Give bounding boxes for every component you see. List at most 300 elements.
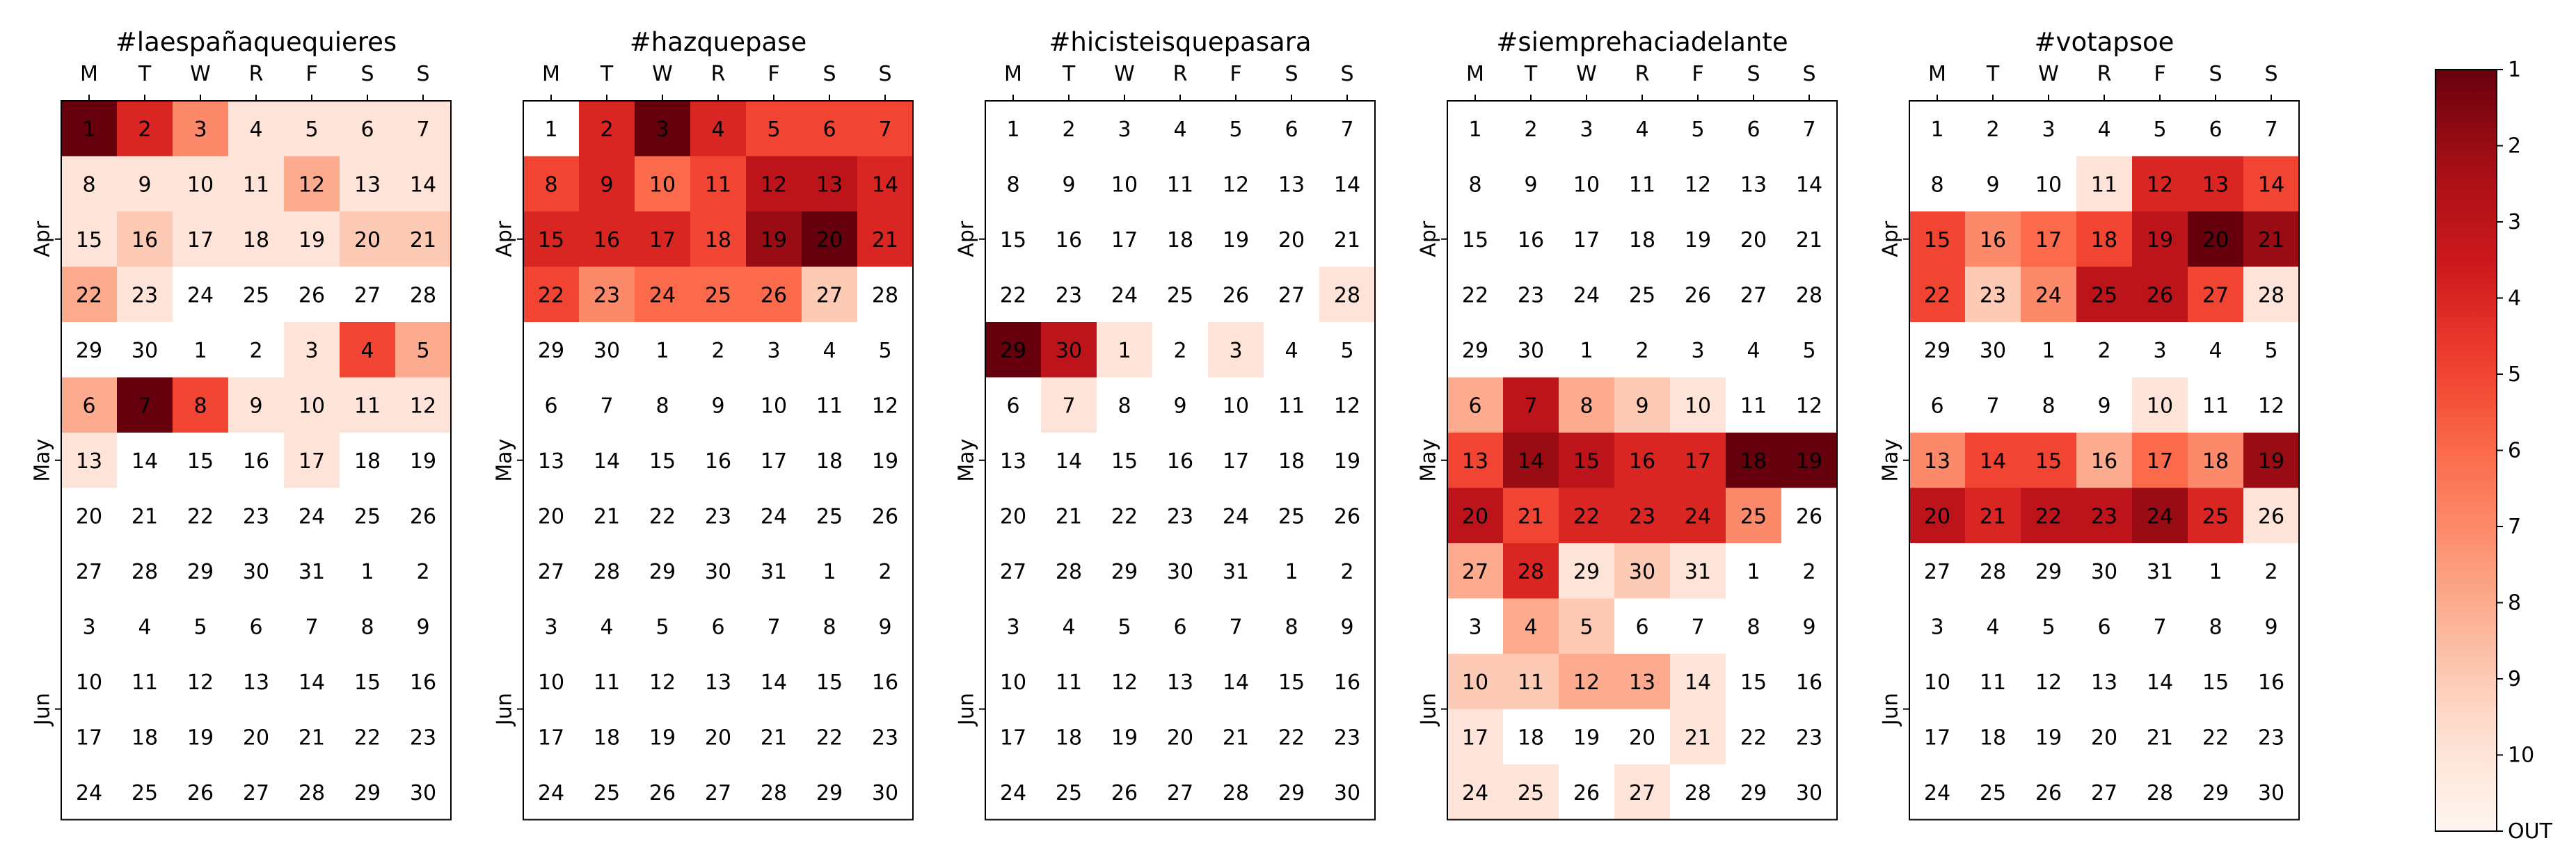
day-number: 24	[760, 504, 788, 529]
day-number: 25	[353, 504, 381, 529]
day-number: 29	[2202, 780, 2229, 805]
day-number: 9	[600, 172, 614, 198]
day-number: 23	[409, 725, 437, 750]
day-number: 12	[1222, 172, 1250, 198]
day-number: 10	[298, 394, 326, 419]
day-number: 12	[760, 172, 788, 198]
month-label: May	[1416, 438, 1441, 482]
day-number: 7	[878, 117, 892, 142]
day-number: 24	[298, 504, 326, 529]
day-number: 13	[1461, 449, 1489, 474]
weekday-label: S	[2264, 62, 2278, 86]
day-number: 12	[1573, 670, 1600, 695]
day-number: 7	[305, 615, 319, 640]
day-number: 11	[1979, 670, 2007, 695]
day-number: 6	[1635, 615, 1649, 640]
month-label: Apr	[1416, 220, 1441, 257]
day-number: 1	[1747, 559, 1760, 584]
day-number: 21	[1517, 504, 1545, 529]
day-number: 17	[1111, 227, 1138, 252]
month-label: Jun	[1878, 693, 1903, 725]
day-number: 26	[649, 780, 676, 805]
panel-2	[493, 27, 914, 820]
day-number: 10	[649, 172, 676, 198]
panel-5	[1879, 27, 2300, 820]
day-number: 7	[1802, 117, 1816, 142]
day-number: 11	[1628, 172, 1656, 198]
day-number: 20	[1628, 725, 1656, 750]
day-number: 14	[131, 449, 159, 474]
day-number: 20	[816, 227, 843, 252]
day-number: 21	[1979, 504, 2007, 529]
day-number: 6	[2209, 117, 2223, 142]
day-number: 23	[131, 283, 159, 308]
day-number: 21	[760, 725, 788, 750]
day-number: 13	[1923, 449, 1951, 474]
day-number: 8	[1580, 394, 1593, 419]
day-number: 5	[416, 338, 430, 363]
day-number: 23	[1333, 725, 1361, 750]
day-number: 24	[999, 780, 1027, 805]
day-number: 6	[822, 117, 836, 142]
day-number: 25	[2090, 283, 2118, 308]
day-number: 18	[2202, 449, 2229, 474]
day-number: 28	[593, 559, 621, 584]
day-number: 3	[193, 117, 207, 142]
day-number: 22	[1111, 504, 1138, 529]
day-number: 16	[1628, 449, 1656, 474]
day-number: 27	[1740, 283, 1767, 308]
day-number: 9	[1802, 615, 1816, 640]
day-number: 15	[649, 449, 676, 474]
day-number: 29	[1278, 780, 1305, 805]
day-number: 14	[1684, 670, 1712, 695]
day-number: 26	[760, 283, 788, 308]
day-number: 17	[75, 725, 103, 750]
day-number: 4	[1635, 117, 1649, 142]
day-number: 27	[242, 780, 270, 805]
day-number: 27	[353, 283, 381, 308]
day-number: 9	[1340, 615, 1354, 640]
day-number: 15	[353, 670, 381, 695]
weekday-label: M	[542, 62, 560, 86]
day-number: 7	[1062, 394, 1076, 419]
day-number: 15	[75, 227, 103, 252]
day-number: 22	[816, 725, 843, 750]
day-number: 31	[1684, 559, 1712, 584]
weekday-label: S	[1802, 62, 1816, 86]
day-number: 16	[131, 227, 159, 252]
day-number: 23	[1055, 283, 1083, 308]
day-number: 23	[1628, 504, 1656, 529]
day-number: 9	[1635, 394, 1649, 419]
weekday-label: S	[416, 62, 430, 86]
day-number: 28	[1979, 559, 2007, 584]
day-number: 24	[1461, 780, 1489, 805]
day-number: 28	[409, 283, 437, 308]
day-number: 2	[249, 338, 263, 363]
day-number: 3	[1691, 338, 1705, 363]
panel-3	[955, 27, 1376, 820]
day-number: 16	[242, 449, 270, 474]
day-number: 8	[1285, 615, 1298, 640]
day-number: 9	[1062, 172, 1076, 198]
day-number: 14	[760, 670, 788, 695]
day-number: 5	[193, 615, 207, 640]
day-number: 29	[649, 559, 676, 584]
weekday-label: W	[190, 62, 211, 86]
day-number: 28	[1333, 283, 1361, 308]
day-number: 2	[2264, 559, 2278, 584]
day-number: 19	[649, 725, 676, 750]
day-number: 25	[816, 504, 843, 529]
day-number: 7	[1524, 394, 1538, 419]
weekday-label: S	[1747, 62, 1760, 86]
day-number: 6	[1285, 117, 1298, 142]
weekday-label: R	[1635, 62, 1650, 86]
day-number: 17	[537, 725, 565, 750]
day-number: 15	[1740, 670, 1767, 695]
day-number: 13	[1278, 172, 1305, 198]
day-number: 4	[2097, 117, 2111, 142]
day-number: 29	[537, 338, 565, 363]
day-number: 13	[1166, 670, 1194, 695]
day-number: 23	[704, 504, 732, 529]
day-number: 2	[1802, 559, 1816, 584]
day-number: 13	[1740, 172, 1767, 198]
day-number: 29	[186, 559, 214, 584]
day-number: 26	[2146, 283, 2174, 308]
day-number: 20	[1740, 227, 1767, 252]
day-number: 2	[138, 117, 152, 142]
day-number: 28	[1055, 559, 1083, 584]
day-number: 8	[1930, 172, 1944, 198]
day-number: 10	[1222, 394, 1250, 419]
day-number: 21	[1795, 227, 1823, 252]
day-number: 1	[1006, 117, 1020, 142]
day-number: 25	[1278, 504, 1305, 529]
month-label: Apr	[30, 220, 55, 257]
day-number: 21	[1684, 725, 1712, 750]
day-number: 20	[1461, 504, 1489, 529]
day-number: 28	[1517, 559, 1545, 584]
day-number: 19	[298, 227, 326, 252]
day-number: 6	[544, 394, 558, 419]
day-number: 11	[1055, 670, 1083, 695]
day-number: 2	[416, 559, 430, 584]
day-number: 29	[1111, 559, 1138, 584]
day-number: 21	[593, 504, 621, 529]
day-number: 3	[767, 338, 781, 363]
month-label: Jun	[492, 693, 517, 725]
day-number: 23	[1517, 283, 1545, 308]
day-number: 18	[1740, 449, 1767, 474]
day-number: 2	[1173, 338, 1187, 363]
day-number: 27	[75, 559, 103, 584]
day-number: 2	[2097, 338, 2111, 363]
day-number: 21	[1222, 725, 1250, 750]
day-number: 17	[1461, 725, 1489, 750]
day-number: 23	[2090, 504, 2118, 529]
day-number: 10	[1461, 670, 1489, 695]
day-number: 24	[75, 780, 103, 805]
day-number: 29	[816, 780, 843, 805]
weekday-label: R	[2097, 62, 2112, 86]
day-number: 3	[2153, 338, 2167, 363]
day-number: 25	[1517, 780, 1545, 805]
day-number: 7	[416, 117, 430, 142]
colorbar-tick-label: 5	[2508, 362, 2522, 387]
day-number: 15	[186, 449, 214, 474]
day-number: 11	[1517, 670, 1545, 695]
day-number: 15	[537, 227, 565, 252]
day-number: 15	[1573, 449, 1600, 474]
month-label: Apr	[954, 220, 979, 257]
day-number: 17	[298, 449, 326, 474]
day-number: 16	[1795, 670, 1823, 695]
day-number: 28	[1222, 780, 1250, 805]
day-number: 11	[1740, 394, 1767, 419]
day-number: 14	[2257, 172, 2285, 198]
weekday-label: F	[1692, 62, 1704, 86]
month-label: May	[1878, 438, 1903, 482]
day-number: 29	[75, 338, 103, 363]
day-number: 5	[655, 615, 669, 640]
day-number: 30	[1517, 338, 1545, 363]
day-number: 4	[138, 615, 152, 640]
colorbar-tick-label: 6	[2508, 438, 2522, 463]
day-number: 20	[999, 504, 1027, 529]
day-number: 23	[2257, 725, 2285, 750]
day-number: 18	[1166, 227, 1194, 252]
day-number: 26	[1795, 504, 1823, 529]
day-number: 12	[1111, 670, 1138, 695]
day-number: 7	[2153, 615, 2167, 640]
day-number: 8	[193, 394, 207, 419]
weekday-label: M	[80, 62, 98, 86]
day-number: 24	[537, 780, 565, 805]
panel-title: #votapsoe	[2034, 27, 2175, 57]
day-number: 26	[2257, 504, 2285, 529]
colorbar-gradient	[2435, 70, 2497, 831]
day-number: 6	[1468, 394, 1482, 419]
day-number: 26	[1222, 283, 1250, 308]
day-number: 4	[1524, 615, 1538, 640]
day-number: 4	[1747, 338, 1760, 363]
day-number: 17	[2146, 449, 2174, 474]
day-number: 21	[131, 504, 159, 529]
day-number: 20	[1166, 725, 1194, 750]
day-number: 12	[2035, 670, 2062, 695]
day-number: 5	[305, 117, 319, 142]
day-number: 16	[1166, 449, 1194, 474]
day-number: 5	[878, 338, 892, 363]
day-number: 4	[2209, 338, 2223, 363]
day-number: 4	[600, 615, 614, 640]
day-number: 8	[655, 394, 669, 419]
day-number: 4	[822, 338, 836, 363]
day-number: 22	[2035, 504, 2062, 529]
day-number: 12	[186, 670, 214, 695]
colorbar	[2435, 58, 2553, 844]
weekday-label: F	[768, 62, 780, 86]
day-number: 30	[2257, 780, 2285, 805]
day-number: 10	[2146, 394, 2174, 419]
day-number: 19	[871, 449, 899, 474]
day-number: 6	[1747, 117, 1760, 142]
day-number: 19	[2035, 725, 2062, 750]
day-number: 27	[816, 283, 843, 308]
day-number: 6	[249, 615, 263, 640]
day-number: 9	[2264, 615, 2278, 640]
day-number: 11	[816, 394, 843, 419]
weekday-label: M	[1466, 62, 1484, 86]
day-number: 19	[2146, 227, 2174, 252]
day-number: 18	[1278, 449, 1305, 474]
panel-1	[31, 27, 452, 820]
day-number: 10	[1684, 394, 1712, 419]
day-number: 10	[75, 670, 103, 695]
weekday-label: T	[1062, 62, 1076, 86]
day-number: 8	[1118, 394, 1131, 419]
day-number: 30	[1333, 780, 1361, 805]
day-number: 1	[1930, 117, 1944, 142]
day-number: 1	[360, 559, 374, 584]
day-number: 5	[1118, 615, 1131, 640]
day-number: 15	[1461, 227, 1489, 252]
day-number: 19	[1573, 725, 1600, 750]
day-number: 16	[1055, 227, 1083, 252]
month-label: Apr	[492, 220, 517, 257]
day-number: 26	[1684, 283, 1712, 308]
day-number: 25	[1979, 780, 2007, 805]
colorbar-tick-label: 10	[2508, 743, 2535, 768]
day-number: 5	[1580, 615, 1593, 640]
day-number: 14	[871, 172, 899, 198]
day-number: 27	[2202, 283, 2229, 308]
colorbar-tick-label: 1	[2508, 58, 2522, 82]
day-number: 17	[1573, 227, 1600, 252]
day-number: 3	[1580, 117, 1593, 142]
day-number: 27	[704, 780, 732, 805]
day-number: 9	[2097, 394, 2111, 419]
day-number: 25	[2202, 504, 2229, 529]
day-number: 22	[186, 504, 214, 529]
day-number: 6	[2097, 615, 2111, 640]
day-number: 8	[2209, 615, 2223, 640]
day-number: 20	[353, 227, 381, 252]
day-number: 18	[353, 449, 381, 474]
day-number: 14	[593, 449, 621, 474]
day-number: 3	[1468, 615, 1482, 640]
weekday-label: M	[1928, 62, 1946, 86]
weekday-label: S	[1340, 62, 1354, 86]
day-number: 26	[2035, 780, 2062, 805]
day-number: 4	[1062, 615, 1076, 640]
day-number: 3	[1118, 117, 1131, 142]
day-number: 9	[1986, 172, 2000, 198]
day-number: 30	[1979, 338, 2007, 363]
colorbar-tick-label: 7	[2508, 515, 2522, 539]
day-number: 29	[1573, 559, 1600, 584]
day-number: 11	[353, 394, 381, 419]
day-number: 18	[816, 449, 843, 474]
day-number: 15	[2202, 670, 2229, 695]
day-number: 20	[2090, 725, 2118, 750]
day-number: 16	[409, 670, 437, 695]
day-number: 14	[1222, 670, 1250, 695]
day-number: 19	[1333, 449, 1361, 474]
weekday-label: W	[1114, 62, 1135, 86]
day-number: 2	[711, 338, 725, 363]
day-number: 3	[544, 615, 558, 640]
day-number: 24	[1573, 283, 1600, 308]
day-number: 11	[593, 670, 621, 695]
day-number: 16	[593, 227, 621, 252]
day-number: 10	[1111, 172, 1138, 198]
weekday-label: T	[600, 62, 614, 86]
day-number: 23	[242, 504, 270, 529]
day-number: 10	[537, 670, 565, 695]
day-number: 5	[767, 117, 781, 142]
day-number: 14	[409, 172, 437, 198]
day-number: 24	[1111, 283, 1138, 308]
day-number: 9	[138, 172, 152, 198]
weekday-label: R	[1172, 62, 1188, 86]
day-number: 16	[1517, 227, 1545, 252]
day-number: 14	[298, 670, 326, 695]
day-number: 20	[1278, 227, 1305, 252]
day-number: 9	[878, 615, 892, 640]
day-number: 30	[2090, 559, 2118, 584]
day-number: 30	[1628, 559, 1656, 584]
day-number: 4	[1986, 615, 2000, 640]
day-number: 24	[1222, 504, 1250, 529]
day-number: 18	[131, 725, 159, 750]
day-number: 10	[999, 670, 1027, 695]
weekday-label: S	[360, 62, 374, 86]
day-number: 26	[298, 283, 326, 308]
day-number: 13	[353, 172, 381, 198]
day-number: 20	[2202, 227, 2229, 252]
weekday-label: S	[822, 62, 836, 86]
day-number: 8	[1747, 615, 1760, 640]
day-number: 4	[1285, 338, 1298, 363]
day-number: 11	[242, 172, 270, 198]
month-label: May	[30, 438, 55, 482]
day-number: 24	[649, 283, 676, 308]
day-number: 19	[1111, 725, 1138, 750]
colorbar-tick-label: 2	[2508, 134, 2522, 159]
month-label: Jun	[30, 693, 55, 725]
day-number: 25	[704, 283, 732, 308]
day-number: 7	[138, 394, 152, 419]
day-number: 21	[2146, 725, 2174, 750]
panel-title: #hicisteisquepasara	[1049, 27, 1312, 57]
day-number: 3	[1930, 615, 1944, 640]
day-number: 5	[1802, 338, 1816, 363]
day-number: 20	[704, 725, 732, 750]
day-number: 18	[1055, 725, 1083, 750]
day-number: 25	[131, 780, 159, 805]
day-number: 5	[1691, 117, 1705, 142]
day-number: 1	[1468, 117, 1482, 142]
day-number: 1	[655, 338, 669, 363]
colorbar-tick-label: 4	[2508, 286, 2522, 311]
day-number: 18	[1517, 725, 1545, 750]
day-number: 3	[305, 338, 319, 363]
day-number: 27	[537, 559, 565, 584]
